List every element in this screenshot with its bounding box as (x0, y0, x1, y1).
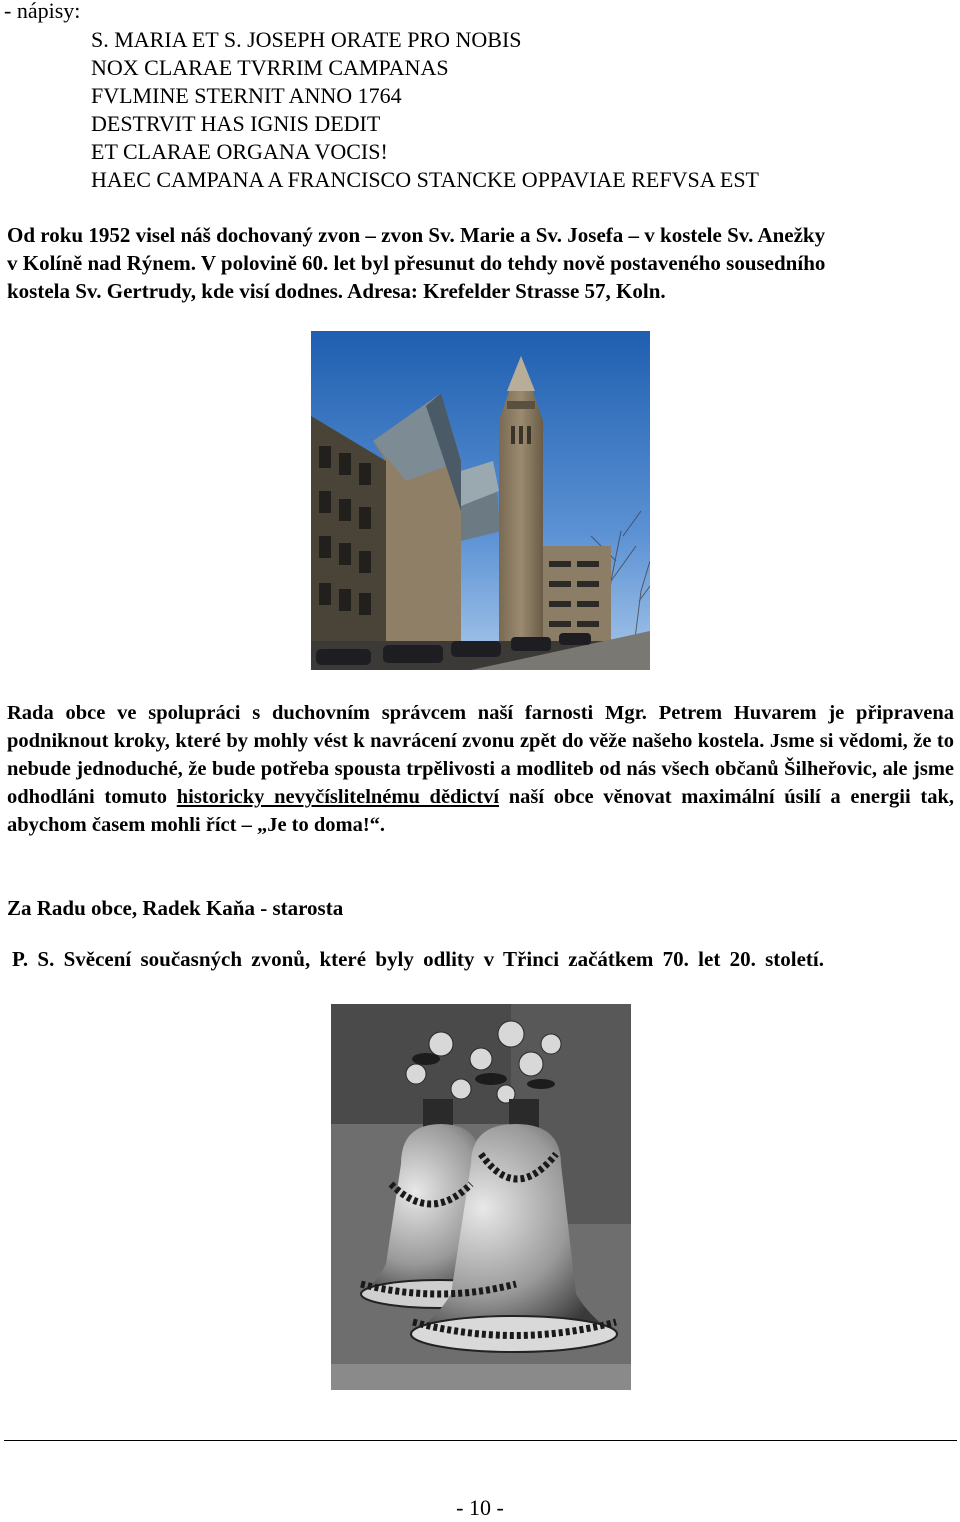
paragraph-text: Rada obce ve spolupráci s duchovním správcem naší farnosti Mgr. Petrem Huvarem je připravena podniknout kroky, které by mohly vést k navrácení zvonu zpět do věže našeho kostela. Jsme si vědomi, že to nebude jednoduché, že bude potřeba spousta trpělivosti a modliteb od nás všech občanů Šilheřovic, ale jsme odhodláni tomuto (7, 702, 954, 808)
paragraph-text-end: naší obce věnovat maximální úsilí a energii tak, abychom časem mohli říct – „Je to doma!“. (7, 786, 954, 836)
signature: Za Radu obce, Radek Kaňa - starosta (7, 896, 344, 920)
postscript: P. S. Svěcení současných zvonů, které byly odlity v Třinci začátkem 70. let 20. století. (12, 947, 824, 971)
inscription-line: DESTRVIT HAS IGNIS DEDIT (91, 111, 381, 136)
paragraph-line: v Kolíně nad Rýnem. V polovině 60. let byl přesunut do tehdy nově postaveného sousedního (7, 251, 826, 275)
church-photo (311, 331, 650, 670)
inscription-line: NOX CLARAE TVRRIM CAMPANAS (91, 55, 449, 80)
paragraph-line: Od roku 1952 visel náš dochovaný zvon – zvon Sv. Marie a Sv. Josefa – v kostele Sv. Anežky (7, 223, 826, 247)
paragraph-line: kostela Sv. Gertrudy, kde visí dodnes. Adresa: Krefelder Strasse 57, Koln. (7, 279, 666, 303)
inscription-line: ET CLARAE ORGANA VOCIS! (91, 139, 388, 164)
inscription-line: HAEC CAMPANA A FRANCISCO STANCKE OPPAVIAE REFVSA EST (91, 167, 759, 192)
section-label: - nápisy: (4, 0, 81, 23)
inscription-line: FVLMINE STERNIT ANNO 1764 (91, 83, 402, 108)
footer-divider (4, 1440, 957, 1441)
underlined-phrase: historicky nevyčíslitelnému dědictví (176, 786, 500, 808)
inscription-line: S. MARIA ET S. JOSEPH ORATE PRO NOBIS (91, 27, 522, 52)
bell-history-paragraph (7, 221, 957, 305)
council-statement-paragraph (7, 699, 954, 839)
bell-inscription (91, 26, 759, 194)
page-number: - 10 - (456, 1495, 504, 1520)
bells-photo (331, 1004, 631, 1390)
